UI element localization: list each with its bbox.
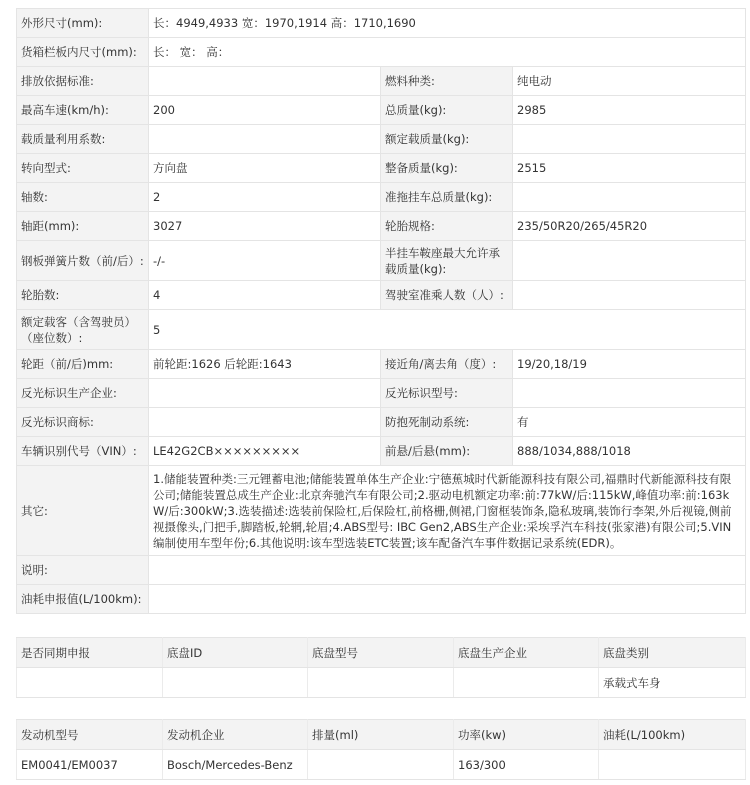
gross-mass-value: 2985	[513, 96, 746, 125]
steering-value: 方向盘	[149, 154, 381, 183]
track-width-label: 轮距（前/后)mm:	[17, 350, 149, 379]
fuel-consumption-value	[149, 585, 746, 614]
max-speed-value: 200	[149, 96, 381, 125]
seats-label: 额定载客（含驾驶员）（座位数）:	[17, 310, 149, 350]
vehicle-spec-table	[16, 8, 746, 614]
other-label: 其它:	[17, 466, 149, 556]
engine-header-power: 功率(kw)	[454, 720, 599, 750]
saddle-load-label: 半挂车鞍座最大允许承载质量(kg):	[381, 241, 513, 281]
dims-label: 外形尺寸(mm):	[17, 9, 149, 38]
abs-label: 防抱死制动系统:	[381, 408, 513, 437]
curb-mass-value: 2515	[513, 154, 746, 183]
abs-value: 有	[513, 408, 746, 437]
emission-standard-value	[149, 67, 381, 96]
cargo-box-value: 长： 宽： 高：	[149, 38, 746, 67]
curb-mass-label: 整备质量(kg):	[381, 154, 513, 183]
chassis-cell-declare	[17, 668, 163, 698]
engine-header-model: 发动机型号	[17, 720, 163, 750]
saddle-load-value	[513, 241, 746, 281]
chassis-header-id: 底盘ID	[163, 638, 308, 668]
cargo-box-label: 货箱栏板内尺寸(mm):	[17, 38, 149, 67]
rated-load-value	[513, 125, 746, 154]
vin-value: LE42G2CB×××××××××	[149, 437, 381, 466]
emission-standard-label: 排放依据标准:	[17, 67, 149, 96]
tire-spec-value: 235/50R20/265/45R20	[513, 212, 746, 241]
chassis-cell-type: 承载式车身	[599, 668, 746, 698]
vin-label: 车辆识别代号（VIN）:	[17, 437, 149, 466]
trailer-mass-value	[513, 183, 746, 212]
trailer-mass-label: 准拖挂车总质量(kg):	[381, 183, 513, 212]
engine-header-displacement: 排量(ml)	[308, 720, 454, 750]
approach-angle-label: 接近角/离去角（度）:	[381, 350, 513, 379]
seats-value: 5	[149, 310, 746, 350]
reflector-maker-label: 反光标识生产企业:	[17, 379, 149, 408]
chassis-cell-id	[163, 668, 308, 698]
wheelbase-label: 轴距(mm):	[17, 212, 149, 241]
steering-label: 转向型式:	[17, 154, 149, 183]
overhang-value: 888/1034,888/1018	[513, 437, 746, 466]
gross-mass-label: 总质量(kg):	[381, 96, 513, 125]
engine-cell-model: EM0041/EM0037	[17, 750, 163, 780]
leaf-spring-value: -/-	[149, 241, 381, 281]
wheelbase-value: 3027	[149, 212, 381, 241]
chassis-cell-maker	[454, 668, 599, 698]
engine-cell-maker: Bosch/Mercedes-Benz	[163, 750, 308, 780]
chassis-header-maker: 底盘生产企业	[454, 638, 599, 668]
chassis-header-declare: 是否同期申报	[17, 638, 163, 668]
reflector-brand-value	[149, 408, 381, 437]
tire-spec-label: 轮胎规格:	[381, 212, 513, 241]
fuel-type-value: 纯电动	[513, 67, 746, 96]
max-speed-label: 最高车速(km/h):	[17, 96, 149, 125]
reflector-brand-label: 反光标识商标:	[17, 408, 149, 437]
engine-header-maker: 发动机企业	[163, 720, 308, 750]
chassis-table	[16, 637, 746, 698]
tire-count-label: 轮胎数:	[17, 281, 149, 310]
fuel-type-label: 燃料种类:	[381, 67, 513, 96]
leaf-spring-label: 钢板弹簧片数（前/后）:	[17, 241, 149, 281]
cab-capacity-label: 驾驶室准乘人数（人）:	[381, 281, 513, 310]
engine-cell-consumption	[599, 750, 746, 780]
axles-label: 轴数:	[17, 183, 149, 212]
note-label: 说明:	[17, 556, 149, 585]
engine-cell-power: 163/300	[454, 750, 599, 780]
approach-angle-value: 19/20,18/19	[513, 350, 746, 379]
chassis-cell-model	[308, 668, 454, 698]
reflector-model-label: 反光标识型号:	[381, 379, 513, 408]
load-utilization-value	[149, 125, 381, 154]
dims-value: 长：4949,4933 宽：1970,1914 高：1710,1690	[149, 9, 746, 38]
engine-table	[16, 719, 746, 780]
load-utilization-label: 载质量利用系数:	[17, 125, 149, 154]
reflector-model-value	[513, 379, 746, 408]
chassis-header-model: 底盘型号	[308, 638, 454, 668]
engine-header-consumption: 油耗(L/100km)	[599, 720, 746, 750]
chassis-header-type: 底盘类别	[599, 638, 746, 668]
other-value: 1.储能装置种类:三元锂蓄电池;储能装置单体生产企业:宁德蕉城时代新能源科技有限公司,福鼎时代新能源科技有限公司;储能装置总成生产企业:北京奔驰汽车有限公司;2.驱动电机额定功率:前:77kW/后:115kW,峰值功率:前:163kW/后:300kW;3.选装描述:选装前保险杠,后保险杠,前格栅,侧裙,门窗框装饰条,隐私玻璃,装饰行李架,外后视镜,侧前视摄像头,门把手,脚踏板,轮辋,轮眉;4.ABS型号: IBC Gen2,ABS生产企业:采埃孚汽车科技(张家港)有限公司;5.VIN编制使用车型年份;6.其他说明:该车型选装ETC装置;该车配备汽车事件数据记录系统(EDR)。	[149, 466, 746, 556]
cab-capacity-value	[513, 281, 746, 310]
fuel-consumption-label: 油耗申报值(L/100km):	[17, 585, 149, 614]
track-width-value: 前轮距:1626 后轮距:1643	[149, 350, 381, 379]
rated-load-label: 额定载质量(kg):	[381, 125, 513, 154]
axles-value: 2	[149, 183, 381, 212]
reflector-maker-value	[149, 379, 381, 408]
tire-count-value: 4	[149, 281, 381, 310]
note-value	[149, 556, 746, 585]
engine-cell-displacement	[308, 750, 454, 780]
overhang-label: 前悬/后悬(mm):	[381, 437, 513, 466]
